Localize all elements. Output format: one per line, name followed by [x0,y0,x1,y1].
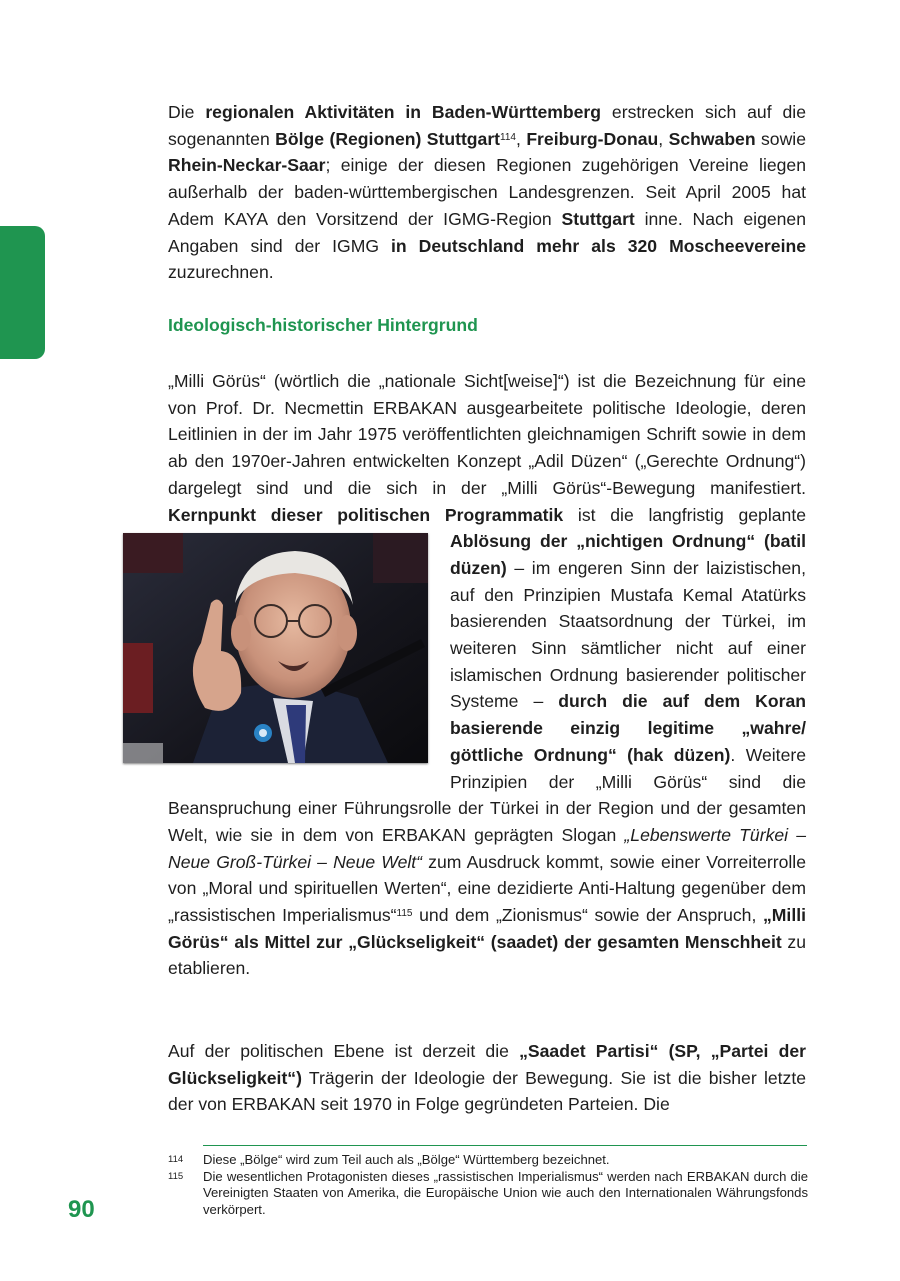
footnote-text: Die wesentlichen Protagonisten dieses „rassistischen Imperialismus“ werden nach ERBAKAN durch die Vereinigten Staaten von Amerika, die Europäische Union wie auch den Internationalen Währungsfonds verkörpert. [203,1169,808,1217]
portrait-photo [123,533,428,763]
footnote [168,1169,808,1218]
footnote-number: 114 [168,1154,184,1165]
footnote-divider [203,1145,807,1146]
section-heading: Ideologisch-historischer Hintergrund [168,315,478,335]
footnote [168,1152,808,1168]
footnote-text: Diese „Bölge“ wird zum Teil auch als „Bölge“ Württemberg bezeichnet. [203,1152,610,1167]
paragraph-regional-activities: Die regionalen Aktivitäten in Baden-Württemberg erstrecken sich auf die sogenannten Bölge (Regionen) Stuttgart$^{114}$, Freiburg-Donau, Schwaben sowie Rhein-Neckar-Saar; einige der diesen Regionen zugehörigen Vereine liegen außerhalb der baden-württembergischen Landesgrenzen. Seit April 2005 hat Adem KAYA den Vorsitzend der IGMG-Region Stuttgart inne. Nach eigenen Angaben sind der IGMG in Deutschland mehr als 320 Moscheevereine zuzurechnen. [168,102,806,283]
paragraph-ideology: „Milli Görüs“ (wörtlich die „nationale Sicht[weise]“) ist die Bezeichnung für eine von Prof. Dr. Necmettin ERBAKAN ausgearbeitete politische Ideologie, deren Leitlinien in der im Jahr 1975 veröffentlichten gleichnamigen Schrift sowie in dem ab den 1970er-Jahren entwickelten Konzept „Adil Düzen“ („Gerechte Ordnung“) dargelegt sind und die sich in der „Milli Görüs“-Bewegung manifestiert. Kernpunkt dieser politischen Programmatik ist die langfristig geplante Ablösung der „nichtigen Ordnung“ (batil düzen) – im engeren Sinn der laizistischen, auf den Prinzipien Mustafa Kemal Atatürks basierenden Staatsordnung der Türkei, im weiteren Sinn sämtlicher nicht auf einer islamischen Ordnung basierender politischer Systeme – durch die auf dem Koran basierende einzig legitime „wahre/ göttliche Ordnung“ (hak düzen). Weitere Prinzipien der „Milli Görüs“ sind die Beanspruchung einer Führungsrolle der Türkei in der Region und der gesamten Welt, wie sie in dem von ERBAKAN geprägten Slogan „Lebenswerte Türkei – Neue Groß-Türkei – Neue Welt“ zum Ausdruck kommt, sowie einer Vorreiterrolle von „Moral und spirituellen Werten“, eine dezidierte Anti-Haltung gegenüber dem „rassistischen Imperialismus“$^{115}$ und dem „Zionismus“ sowie der Anspruch, „Milli Görüs“ als Mittel zur „Glückseligkeit“ (saadet) der gesamten Menschheit zu etablieren. [168,368,806,982]
page-number: 90 [68,1196,95,1223]
footnote-number: 115 [168,1171,184,1182]
chapter-tab-marker [0,226,45,359]
footnote-ref-114: 114 [500,131,516,143]
paragraph-saadet-partisi: Auf der politischen Ebene ist derzeit die „Saadet Partisi“ (SP, „Partei der Glückseligkeit“) Trägerin der Ideologie der Bewegung. Sie ist die bisher letzte der von ERBAKAN seit 1970 in Folge gegründeten Parteien. Die [168,1041,806,1115]
footnote-ref-115: 115 [396,908,413,920]
